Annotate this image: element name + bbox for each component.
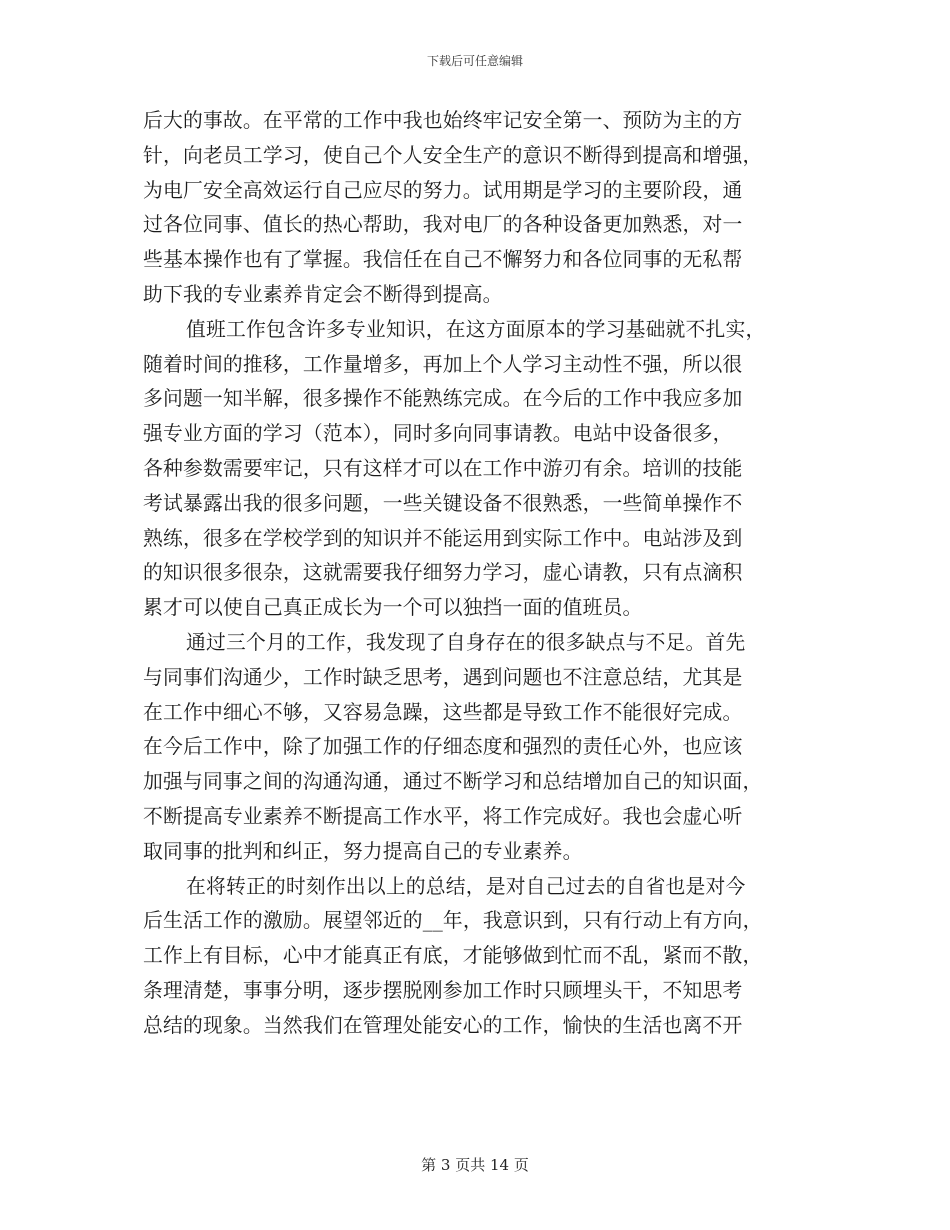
document-body [143, 104, 808, 1044]
text-line: 随着时间的推移，工作量增多，再加上个人学习主动性不强，所以很 [143, 352, 743, 376]
text-line: 考试暴露出我的很多问题，一些关键设备不很熟悉，一些简单操作不 [143, 491, 743, 515]
text-line: 后生活工作的激励。展望邻近的__年，我意识到，只有行动上有方向， [143, 909, 763, 933]
text-line: 在工作中细心不够，又容易急躁，这些都是导致工作不能很好完成。 [143, 700, 743, 724]
text-line: 各种参数需要牢记，只有这样才可以在工作中游刃有余。培训的技能 [143, 456, 743, 480]
text-line: 多问题一知半解，很多操作不能熟练完成。在今后的工作中我应多加 [143, 387, 743, 411]
paragraph-first-line: 值班工作包含许多专业知识，在这方面原本的学习基础就不扎实， [186, 317, 766, 341]
text-line: 后大的事故。在平常的工作中我也始终牢记安全第一、预防为主的方 [143, 109, 743, 132]
text-line: 不断提高专业素养不断提高工作水平，将工作完成好。我也会虚心听 [143, 804, 743, 828]
text-line: 累才可以使自己真正成长为一个可以独挡一面的值班员。 [143, 596, 643, 620]
paragraph-first-line: 通过三个月的工作，我发现了自身存在的很多缺点与不足。首先 [186, 630, 746, 654]
page-number-footer: 第 3 页共 14 页 [421, 1156, 529, 1174]
text-line: 些基本操作也有了掌握。我信任在自己不懈努力和各位同事的无私帮 [143, 248, 743, 272]
paragraph-first-line: 在将转正的时刻作出以上的总结，是对自己过去的自省也是对今 [186, 874, 746, 898]
text-line: 取同事的批判和纠正，努力提高自己的专业素养。 [143, 839, 583, 863]
text-line: 为电厂安全高效运行自己应尽的努力。试用期是学习的主要阶段，通 [143, 178, 743, 202]
text-line: 针，向老员工学习，使自己个人安全生产的意识不断得到提高和增强， [143, 143, 763, 167]
text-line: 助下我的专业素养肯定会不断得到提高。 [143, 282, 503, 306]
text-line: 加强与同事之间的沟通沟通，通过不断学习和总结增加自己的知识面， [143, 770, 763, 794]
text-line: 工作上有目标，心中才能真正有底，才能够做到忙而不乱，紧而不散， [143, 944, 763, 968]
text-line: 在今后工作中，除了加强工作的仔细态度和强烈的责任心外，也应该 [143, 735, 743, 759]
text-line: 强专业方面的学习（范本），同时多向同事请教。电站中设备很多， [143, 422, 733, 446]
text-line: 条理清楚，事事分明，逐步摆脱刚参加工作时只顾埋头干，不知思考 [143, 978, 743, 1002]
page-header-note: 下载后可任意编辑 [426, 54, 523, 68]
text-line: 与同事们沟通少，工作时缺乏思考，遇到问题也不注意总结，尤其是 [143, 665, 743, 689]
text-line: 的知识很多很杂，这就需要我仔细努力学习，虚心请教，只有点滴积 [143, 561, 743, 585]
text-line: 总结的现象。当然我们在管理处能安心的工作，愉快的生活也离不开 [143, 1013, 743, 1037]
text-line: 过各位同事、值长的热心帮助，我对电厂的各种设备更加熟悉，对一 [143, 213, 743, 237]
text-line: 熟练，很多在学校学到的知识并不能运用到实际工作中。电站涉及到 [143, 526, 743, 550]
